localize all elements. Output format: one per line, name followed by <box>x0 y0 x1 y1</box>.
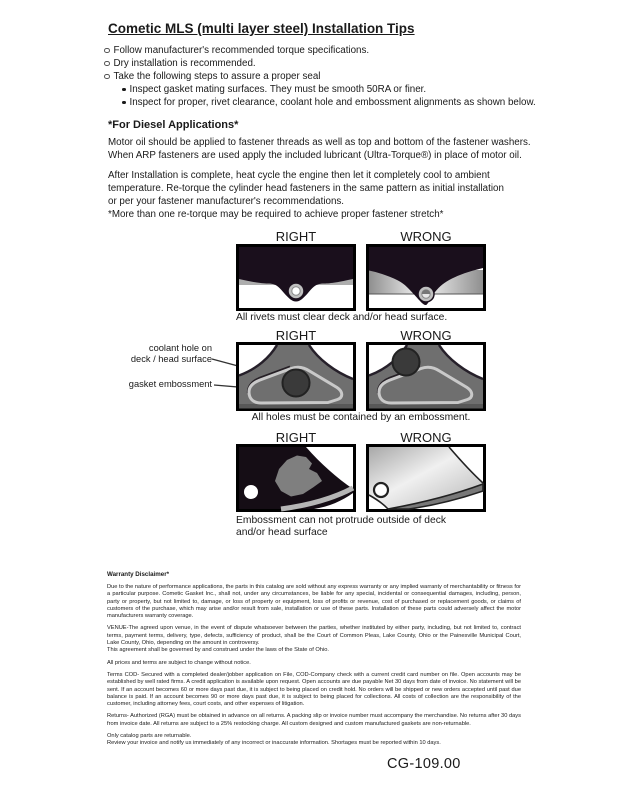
list-item <box>104 70 536 83</box>
annotation-line: deck / head surface <box>130 353 212 364</box>
diesel-paragraph-1 <box>108 136 531 162</box>
caption-line: Embossment can not protrude outside of deck <box>236 515 447 526</box>
dot-bullet-icon <box>122 101 126 105</box>
disclaimer-paragraph: Returns- Authorized (RGA) must be obtained in advance on all returns. A packing slip or invoice number must accompany the merchandise. No returns after 30 days from invoice date. All returns are subject to a 25% restocking charge. All custom designed and custom manufactured gaskets are non-returnable. <box>107 713 521 727</box>
circle-bullet-icon <box>104 61 110 67</box>
bolt-hole-icon <box>374 483 388 497</box>
circle-bullet-icon <box>104 74 110 80</box>
page-code: CG-109.00 <box>387 756 461 772</box>
coolant-wrong-diagram <box>366 342 486 411</box>
holes-caption: All holes must be contained by an embossment. <box>251 412 471 423</box>
paragraph-line: When ARP fasteners are used apply the included lubricant (Ultra-Torque®) in place of motor oil. <box>108 150 522 161</box>
disclaimer-paragraph: Terms COD- Secured with a completed dealer/jobber application on File, COD-Company check with a current credit card number on file. Open accounts may be established by well rated firms. A credit application is available upon request. Open accounts are due payable Net 30 days from date of invoice. No statement will be sent. If an account becomes 60 or more days past due, it is subject to being placed on credit hold. No orders will be shipped or new orders accepted until past due balance is paid. If an account becomes 90 or more days past due, it is subject to being placed for collections. All costs of collection are the responsibility of the customer, including attorney fees, court costs, and other expenses of litigation. <box>107 671 521 708</box>
disclaimer-paragraph: Due to the nature of performance applications, the parts in this catalog are sold without any express warranty or any implied warranty of merchantability or fitness for a particular purpose. Cometic Gasket Inc., shall not, under any circumstances, be liable for any special, incidental or consequential damages, including, person, party or property, but not limited to, damage, or loss of property or equipment, loss of profits or revenue, cost of purchased or replacement goods, or claims of customers of the purchase, which may arise and/or result from sale, installation or use of these parts. Installation of these parts could adversely affect the motor manufacturers warranty coverage. <box>107 584 521 620</box>
list-item <box>122 83 536 96</box>
warranty-disclaimer-section <box>107 571 521 753</box>
wrong-label: WRONG <box>400 328 452 343</box>
circle-bullet-icon <box>104 48 110 54</box>
paragraph-line: temperature. Re-torque the cylinder head fasteners in the same pattern as initial installation <box>108 183 504 194</box>
paragraph-line: After Installation is complete, heat cycle the engine then let it completely cool to ambient <box>108 170 490 181</box>
disclaimer-paragraph: Review your invoice and notify us immediately of any incorrect or inaccurate information. Shortages must be reported within 10 days. <box>107 740 441 747</box>
coolant-hole-icon <box>393 349 420 376</box>
coolant-right-diagram <box>236 342 356 411</box>
page-title: Cometic MLS (multi layer steel) Installation Tips <box>108 21 415 36</box>
tip-text: Inspect for proper, rivet clearance, coolant hole and embossment alignments as shown below. <box>129 97 536 108</box>
tip-text: Inspect gasket mating surfaces. They must be smooth 50RA or finer. <box>129 84 427 95</box>
caption-line: and/or head surface <box>236 527 328 538</box>
dot-bullet-icon <box>122 88 126 92</box>
annotation-line: coolant hole on <box>148 343 212 353</box>
diesel-paragraph-2 <box>108 169 504 208</box>
diesel-heading: *For Diesel Applications* <box>108 119 239 131</box>
rivet-right-diagram <box>236 244 356 311</box>
right-label: RIGHT <box>275 430 317 445</box>
embossment-caption <box>236 515 446 539</box>
rivet-caption: All rivets must clear deck and/or head surface. <box>236 312 448 323</box>
right-label: RIGHT <box>275 229 317 244</box>
tip-text: Follow manufacturer's recommended torque specifications. <box>113 45 370 56</box>
wrong-label: WRONG <box>400 430 452 445</box>
list-item <box>122 96 536 109</box>
right-label: RIGHT <box>275 328 317 343</box>
rivet-wrong-diagram <box>366 244 486 311</box>
paragraph-line: Motor oil should be applied to fastener threads as well as top and bottom of the fastener washers. <box>108 137 531 148</box>
disclaimer-paragraph: VENUE-The agreed upon venue, in the event of dispute whatsoever between the parties, whether instituted by either party, including, but not limited to, contract terms, payment terms, delivery, type, defects, sufficiency of product, shall be the Court of Common Pleas, Lake County, Ohio or the Painesville Municipal Court, Lake County, Ohio, depending on the amount in controversy. <box>107 625 521 647</box>
gasket-embossment-annotation: gasket embossment <box>128 379 212 389</box>
disclaimer-paragraph: This agreement shall be governed by and construed under the laws of the State of Ohio. <box>107 647 329 654</box>
tip-text: Dry installation is recommended. <box>113 58 256 69</box>
embossment-right-diagram <box>236 444 356 512</box>
wrong-label: WRONG <box>400 229 452 244</box>
coolant-hole-annotation <box>102 343 212 364</box>
paragraph-line: or per your fastener manufacturer's recommendations. <box>108 196 345 207</box>
disclaimer-heading: Warranty Disclaimer* <box>107 571 170 578</box>
list-item <box>104 44 536 57</box>
disclaimer-paragraph: Only catalog parts are returnable. <box>107 733 192 740</box>
coolant-hole-icon <box>283 370 310 397</box>
bolt-hole-icon <box>244 485 258 499</box>
tip-text: Take the following steps to assure a proper seal <box>113 71 321 82</box>
embossment-wrong-diagram <box>366 444 486 512</box>
retorque-note: *More than one re-torque may be required to achieve proper fastener stretch* <box>108 209 444 220</box>
list-item <box>104 57 536 70</box>
disclaimer-paragraph: All prices and terms are subject to change without notice. <box>107 659 251 666</box>
